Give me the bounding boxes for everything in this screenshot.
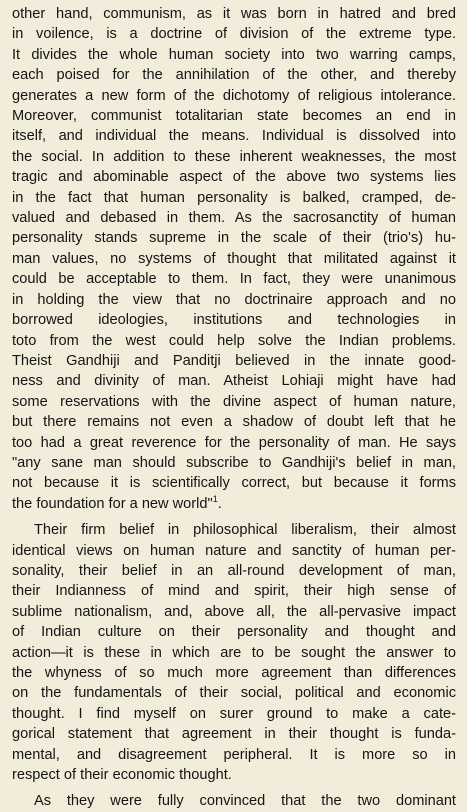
- paragraph-3: [12, 791, 456, 811]
- text-line: too had a great reverence for the personality of man. He says: [12, 434, 456, 451]
- text-line: toto from the west could help solve the Indian problems.: [12, 332, 456, 349]
- text-line: gorical statement that agreement in their thought is funda-: [12, 726, 456, 743]
- text-line: the whyness of so much more agreement than differences: [12, 665, 456, 681]
- text-line: generates a new form of the dichotomy of religious intolerance.: [12, 87, 456, 104]
- paragraph-2: [12, 520, 456, 785]
- text-line: could be acceptable to them. In fact, they were unanimous: [12, 271, 456, 288]
- text-line: mental, and disagreement peripheral. It is more so in: [12, 746, 456, 763]
- text-line: ness and divinity of man. Atheist Lohiaji might have had: [12, 373, 456, 390]
- text-line: Moreover, communist totalitarian state becomes an end in: [12, 108, 456, 125]
- text-line: of Indian culture on their personality and thought and: [12, 624, 456, 641]
- text-line: on the fundamentals of their social, political and economic: [12, 685, 456, 702]
- text-line: thought. I find myself on surer ground to make a cate-: [12, 705, 456, 722]
- text-line: in holding the view that no doctrinaire approach and no: [12, 291, 456, 308]
- text-line: not because it is scientifically correct, but because it forms: [12, 475, 456, 492]
- text-line: identical views on human nature and sanctity of human per-: [12, 542, 456, 559]
- text-line: man values, no systems of thought that militated against it: [12, 250, 456, 267]
- text-line: their Indianness of mind and spirit, their high sense of: [12, 583, 456, 600]
- text-line: sonality, their belief in an all-round development of man,: [12, 562, 456, 579]
- text-line: action—it is these in which are to be sought the answer to: [12, 644, 456, 661]
- text-line: in voilence, is a doctrine of division of the extreme type.: [12, 26, 456, 43]
- text-line: valued and debased in them. As the sacrosanctity of human: [12, 210, 456, 227]
- text-line: It divides the whole human society into two warring camps,: [12, 46, 456, 63]
- text-line: itself, and individual the means. Individual is dissolved into: [12, 128, 456, 145]
- text-line: personality stands supreme in the scale of their (trio's) hu-: [12, 230, 456, 247]
- text-line: the social. In addition to these inherent weaknesses, the most: [12, 148, 456, 165]
- text-line: other hand, communism, as it was born in hatred and bred: [12, 6, 456, 22]
- text-line: As they were fully convinced that the two dominant: [34, 793, 456, 810]
- text-line: borrowed ideologies, institutions and technologies in: [12, 312, 456, 329]
- footnote-marker[interactable]: 1: [212, 493, 218, 504]
- text-line: Their firm belief in philosophical liberalism, their almost: [34, 522, 456, 539]
- paragraph-1: [12, 4, 456, 514]
- body-text: [12, 4, 456, 812]
- text-line: in the fact that human personality is balked, cramped, de-: [12, 189, 456, 206]
- text-line: tragic and abominable aspect of the above two systems lies: [12, 169, 456, 186]
- text-line: some reservations with the divine aspect of human nature,: [12, 393, 456, 410]
- text-line-last: [12, 494, 456, 514]
- text-line-last: respect of their economic thought.: [12, 767, 232, 784]
- text-line: "any sane man should subscribe to Gandhiji's belief in man,: [12, 454, 456, 471]
- text-line: each poised for the annihilation of the other, and thereby: [12, 67, 456, 84]
- text-line: Theist Gandhiji and Panditji believed in the innate good-: [12, 352, 456, 369]
- text-line: sublime nationalism, and, above all, the all-pervasive impact: [12, 603, 456, 620]
- text-line: but there remains not even a shadow of doubt left that he: [12, 414, 456, 431]
- end-punctuation: .: [217, 495, 222, 512]
- text-line-content: the foundation for a new world": [12, 495, 213, 512]
